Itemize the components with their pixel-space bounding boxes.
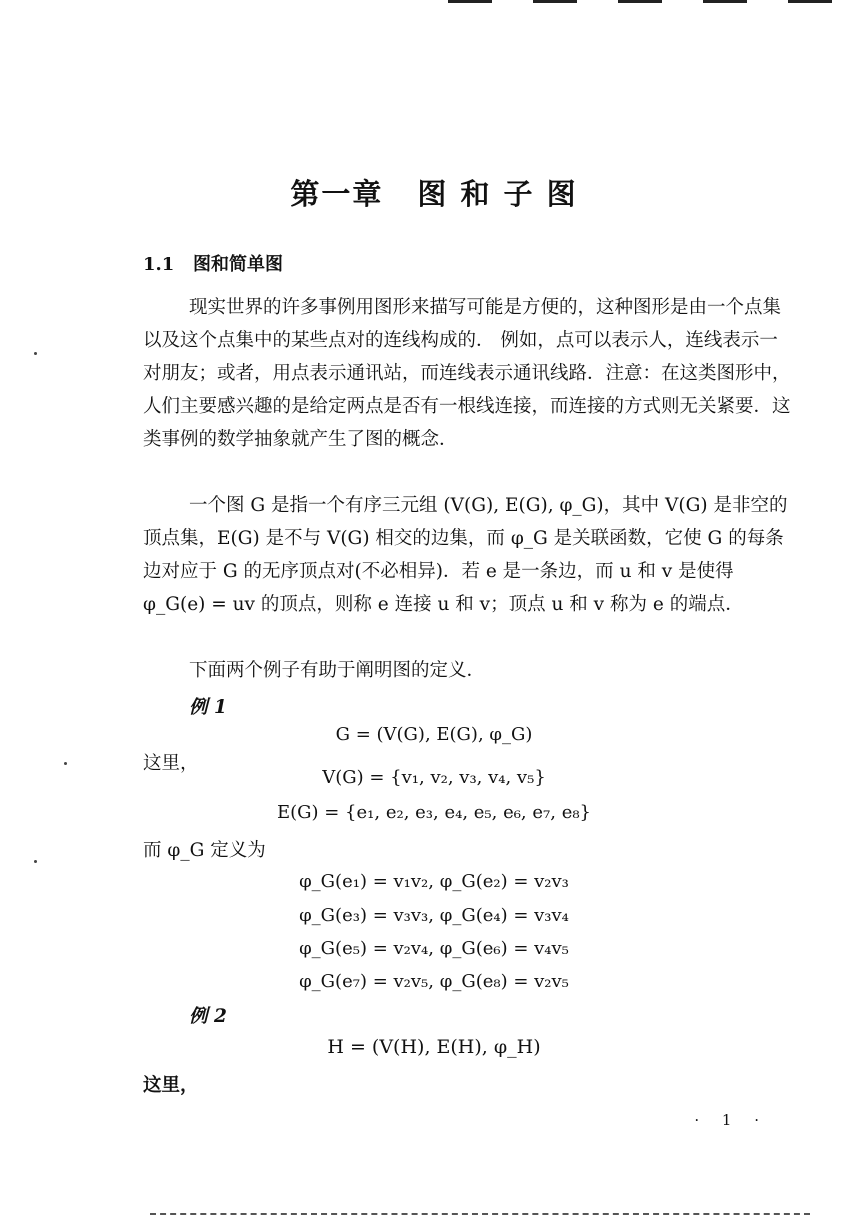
section-heading bbox=[143, 250, 283, 276]
scan-mark bbox=[618, 0, 662, 3]
example-1-label: 例 1 bbox=[189, 697, 227, 718]
page-bottom-rule bbox=[150, 1213, 810, 1215]
paragraph-1: 现实世界的许多事例用图形来描写可能是方便的，这种图形是由一个点集以及这个点集中的某些点对的连线构成的． 例如，点可以表示人，连线表示一对朋友；或者，用点表示通讯站，而连线表示通讯线路．注意：在这类图形中，人们主要感兴趣的是给定两点是否有一根线连接，而连接的方式则无关紧要．这类事例的数学抽象就产生了图的概念． bbox=[143, 297, 791, 450]
scan-speck bbox=[34, 352, 37, 355]
example-2-label: 例 2 bbox=[189, 1006, 227, 1027]
scan-speck bbox=[34, 860, 37, 863]
chapter-name: 图 和 子 图 bbox=[417, 177, 578, 211]
example-1-here: 这里， bbox=[143, 753, 199, 774]
scan-mark bbox=[448, 0, 492, 3]
phi-row: φ_G(e₇) = v₂v₅, φ_G(e₈) = v₂v₅ bbox=[299, 971, 569, 992]
phi-row: φ_G(e₅) = v₂v₄, φ_G(e₆) = v₄v₅ bbox=[299, 938, 569, 959]
phi-row: φ_G(e₁) = v₁v₂, φ_G(e₂) = v₂v₃ bbox=[299, 871, 569, 892]
example-1-vertex-set: V(G) = {v₁, v₂, v₃, v₄, v₅} bbox=[322, 767, 546, 788]
examples-intro bbox=[143, 654, 791, 687]
example-1-edge-set: E(G) = {e₁, e₂, e₃, e₄, e₅, e₆, e₇, e₈} bbox=[276, 802, 592, 823]
chapter-title bbox=[0, 172, 868, 213]
intro-paragraph bbox=[143, 291, 791, 456]
page-number: · 1 · bbox=[694, 1111, 768, 1129]
scan-mark bbox=[788, 0, 832, 3]
paragraph-3: 下面两个例子有助于阐明图的定义． bbox=[189, 660, 486, 681]
chapter-number: 第一章 bbox=[290, 177, 384, 211]
section-number: 1.1 bbox=[143, 254, 175, 275]
scan-speck bbox=[64, 762, 67, 765]
phi-row: φ_G(e₃) = v₃v₃, φ_G(e₄) = v₃v₄ bbox=[299, 905, 569, 926]
example-2-graph-def: H = (V(H), E(H), φ_H) bbox=[327, 1036, 541, 1058]
scan-mark bbox=[703, 0, 747, 3]
section-title: 图和简单图 bbox=[193, 254, 283, 275]
scan-mark bbox=[533, 0, 577, 3]
example-2-here: 这里， bbox=[143, 1075, 199, 1096]
paragraph-2: 一个图 G 是指一个有序三元组 (V(G), E(G), φ_G)，其中 V(G) 是非空的顶点集，E(G) 是不与 V(G) 相交的边集，而 φ_G 是关联函数，它使 G 的每条边对应于 G 的无序顶点对(不必相异)．若 e 是一条边，而 u 和 v 是使得 φ_G(e) = uv 的顶点，则称 e 连接 u 和 v；顶点 u 和 v 称为 e 的端点． bbox=[143, 495, 788, 615]
definition-paragraph bbox=[143, 489, 791, 621]
example-1-graph-def: G = (V(G), E(G), φ_G) bbox=[335, 724, 533, 745]
example-1-phi-intro: 而 φ_G 定义为 bbox=[143, 840, 266, 861]
